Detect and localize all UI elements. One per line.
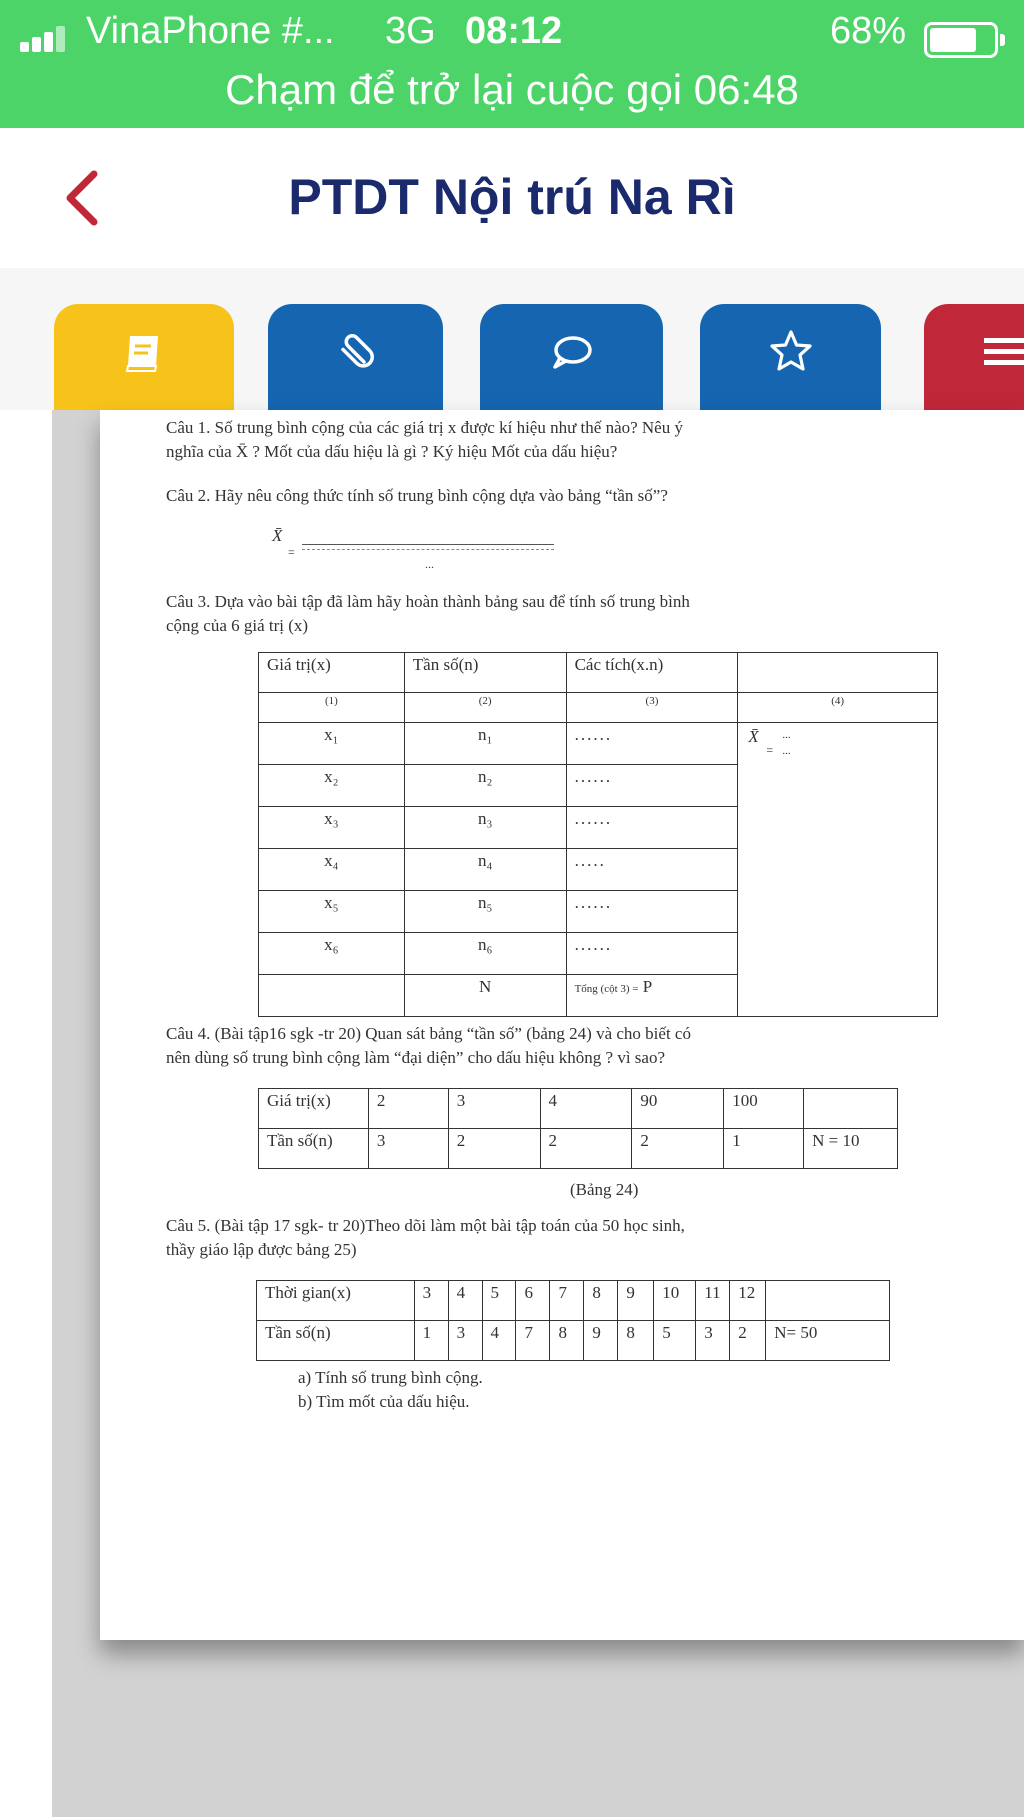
- table-cell: 5: [482, 1281, 516, 1321]
- cell-product: .....: [566, 849, 738, 891]
- table-cell: 100: [724, 1089, 804, 1129]
- row-label: Giá trị(x): [259, 1089, 369, 1129]
- table-cell: 9: [618, 1281, 654, 1321]
- table-cell: 3: [448, 1321, 482, 1361]
- cell-product: ......: [566, 933, 738, 975]
- cell-n: n₃: [404, 807, 566, 849]
- tab-bar: [0, 268, 1024, 410]
- formula-equals: =: [288, 545, 295, 559]
- table-number-row: [259, 693, 938, 723]
- table-24: [258, 1088, 898, 1169]
- row-label: Thời gian(x): [257, 1281, 415, 1321]
- table-cell: 7: [516, 1321, 550, 1361]
- cell-n: n₆: [404, 933, 566, 975]
- cell-total-n: N: [404, 975, 566, 1017]
- status-row: [0, 0, 1024, 70]
- question-4-line-2: nên dùng số trung bình cộng làm “đại diện” cho dấu hiệu không ? vì sao?: [166, 1048, 666, 1067]
- table-cell: N = 10: [804, 1129, 898, 1169]
- question-5: [166, 1214, 956, 1262]
- cell-empty: [259, 975, 405, 1017]
- table-cell: 2: [540, 1129, 632, 1169]
- question-4-line-1: Câu 4. (Bài tập16 sgk -tr 20) Quan sát bảng “tần số” (bảng 24) và cho biết có: [166, 1024, 691, 1043]
- question-3-line-2: cộng của 6 giá trị (x): [166, 616, 309, 635]
- table-row: [259, 1089, 898, 1129]
- table-cell: 8: [584, 1281, 618, 1321]
- table-row: [259, 1129, 898, 1169]
- row-label: Tần số(n): [259, 1129, 369, 1169]
- table-cell: 4: [540, 1089, 632, 1129]
- table-cell: 3: [448, 1089, 540, 1129]
- cell-n: n₅: [404, 891, 566, 933]
- header-products: Các tích(x.n): [566, 653, 738, 693]
- table-cell: N= 50: [766, 1321, 890, 1361]
- table-cell: 2: [448, 1129, 540, 1169]
- clock: 08:12: [465, 10, 563, 52]
- mean-denominator: ...: [782, 745, 791, 757]
- table-cell: 3: [414, 1281, 448, 1321]
- total-label: Tổng (cột 3) =: [574, 983, 639, 995]
- header-frequency: Tần số(n): [404, 653, 566, 693]
- cell-product: ......: [566, 807, 738, 849]
- cell-x: x₆: [259, 933, 405, 975]
- column-number: (3): [566, 693, 738, 723]
- table-25: [256, 1280, 890, 1361]
- question-1-line-1: Câu 1. Số trung bình cộng của các giá trị x được kí hiệu như thế nào? Nêu ý: [166, 418, 683, 437]
- column-number: (2): [404, 693, 566, 723]
- table-cell: 8: [618, 1321, 654, 1361]
- total-p: P: [642, 977, 653, 996]
- cell-x: x₅: [259, 891, 405, 933]
- formula-fraction-line-2: [302, 549, 554, 550]
- carrier-name: VinaPhone #...: [86, 10, 335, 52]
- table-cell: 4: [448, 1281, 482, 1321]
- table-cell: 1: [414, 1321, 448, 1361]
- battery-icon: [924, 22, 998, 58]
- cell-product: ......: [566, 723, 738, 765]
- table-cell: 5: [654, 1321, 696, 1361]
- column-number: (4): [738, 693, 938, 723]
- question-5b: b) Tìm mốt của dấu hiệu.: [298, 1392, 470, 1411]
- mean-symbol: X̄: [748, 727, 759, 746]
- tab-menu[interactable]: [924, 304, 1024, 410]
- question-2: Câu 2. Hãy nêu công thức tính số trung bình cộng dựa vào bảng “tần số”?: [166, 486, 668, 505]
- mean-equals: =: [766, 743, 774, 757]
- question-1-line-2: nghĩa của X̄ ? Mốt của dấu hiệu là gì ? Ký hiệu Mốt của dấu hiệu?: [166, 442, 618, 461]
- cell-x: x₁: [259, 723, 405, 765]
- cell-n: n₄: [404, 849, 566, 891]
- question-3-line-1: Câu 3. Dựa vào bài tập đã làm hãy hoàn thành bảng sau để tính số trung bình: [166, 592, 690, 611]
- formula-fraction-line: [302, 544, 554, 545]
- battery-percent: 68%: [830, 10, 907, 52]
- header-mean: [738, 653, 938, 693]
- table-cell: 12: [730, 1281, 766, 1321]
- question-5a: a) Tính số trung bình cộng.: [298, 1368, 483, 1387]
- network-type: 3G: [385, 10, 436, 52]
- column-number: (1): [259, 693, 405, 723]
- signal-icon: [20, 26, 72, 52]
- question-3: [166, 590, 956, 638]
- table-cell: 6: [516, 1281, 550, 1321]
- row-label: Tần số(n): [257, 1321, 415, 1361]
- cell-product: ......: [566, 891, 738, 933]
- return-to-call-banner[interactable]: Chạm để trở lại cuộc gọi 06:48: [225, 66, 799, 113]
- table-row: [257, 1281, 890, 1321]
- formula-xbar: [270, 524, 570, 584]
- question-4: [166, 1022, 956, 1070]
- tab-attachments[interactable]: [268, 304, 443, 410]
- cell-x: x₂: [259, 765, 405, 807]
- table-cell: 10: [654, 1281, 696, 1321]
- table-cell: 3: [368, 1129, 448, 1169]
- document-viewer[interactable]: [0, 410, 1024, 1817]
- cell-product: ......: [566, 765, 738, 807]
- status-bar: [0, 0, 1024, 128]
- chat-bubble-icon: [546, 326, 598, 378]
- table-cell: 11: [696, 1281, 730, 1321]
- cell-x: x₃: [259, 807, 405, 849]
- tab-comments[interactable]: [480, 304, 663, 410]
- tab-favorites[interactable]: [700, 304, 881, 410]
- table-cell: 2: [632, 1129, 724, 1169]
- formula-denominator: ...: [425, 557, 434, 571]
- table-cell: [766, 1281, 890, 1321]
- table-row: [259, 723, 938, 765]
- formula-xbar-symbol: X̄: [272, 526, 283, 545]
- table-cell: 4: [482, 1321, 516, 1361]
- question-1: [166, 416, 956, 464]
- table-cell: 90: [632, 1089, 724, 1129]
- mean-numerator: ...: [782, 729, 791, 741]
- app-header: [0, 128, 1024, 268]
- table-header-row: [259, 653, 938, 693]
- cell-x: x₄: [259, 849, 405, 891]
- cell-n: n₂: [404, 765, 566, 807]
- page-title: PTDT Nội trú Na Rì: [288, 169, 736, 225]
- table-cell: 8: [550, 1321, 584, 1361]
- tab-book[interactable]: [54, 304, 234, 410]
- table-cell: 2: [730, 1321, 766, 1361]
- table-row: [257, 1321, 890, 1361]
- question-5-line-2: thầy giáo lập được bảng 25): [166, 1240, 357, 1259]
- table-cell: 2: [368, 1089, 448, 1129]
- table-cell: 9: [584, 1321, 618, 1361]
- table-cell: 3: [696, 1321, 730, 1361]
- table-cell: [804, 1089, 898, 1129]
- book-icon: [118, 326, 170, 378]
- table-cell: 7: [550, 1281, 584, 1321]
- cell-n: n₁: [404, 723, 566, 765]
- paperclip-icon: [330, 326, 382, 378]
- menu-icon: [980, 326, 1024, 378]
- header-value: Giá trị(x): [259, 653, 405, 693]
- cell-mean-formula: [738, 723, 938, 1017]
- star-icon: [765, 326, 817, 378]
- table-24-caption: (Bảng 24): [570, 1180, 639, 1199]
- question-5-line-1: Câu 5. (Bài tập 17 sgk- tr 20)Theo dõi làm một bài tập toán của 50 học sinh,: [166, 1216, 685, 1235]
- table-cell: 1: [724, 1129, 804, 1169]
- cell-total-p: [566, 975, 738, 1017]
- table-product-sum: [258, 652, 938, 1017]
